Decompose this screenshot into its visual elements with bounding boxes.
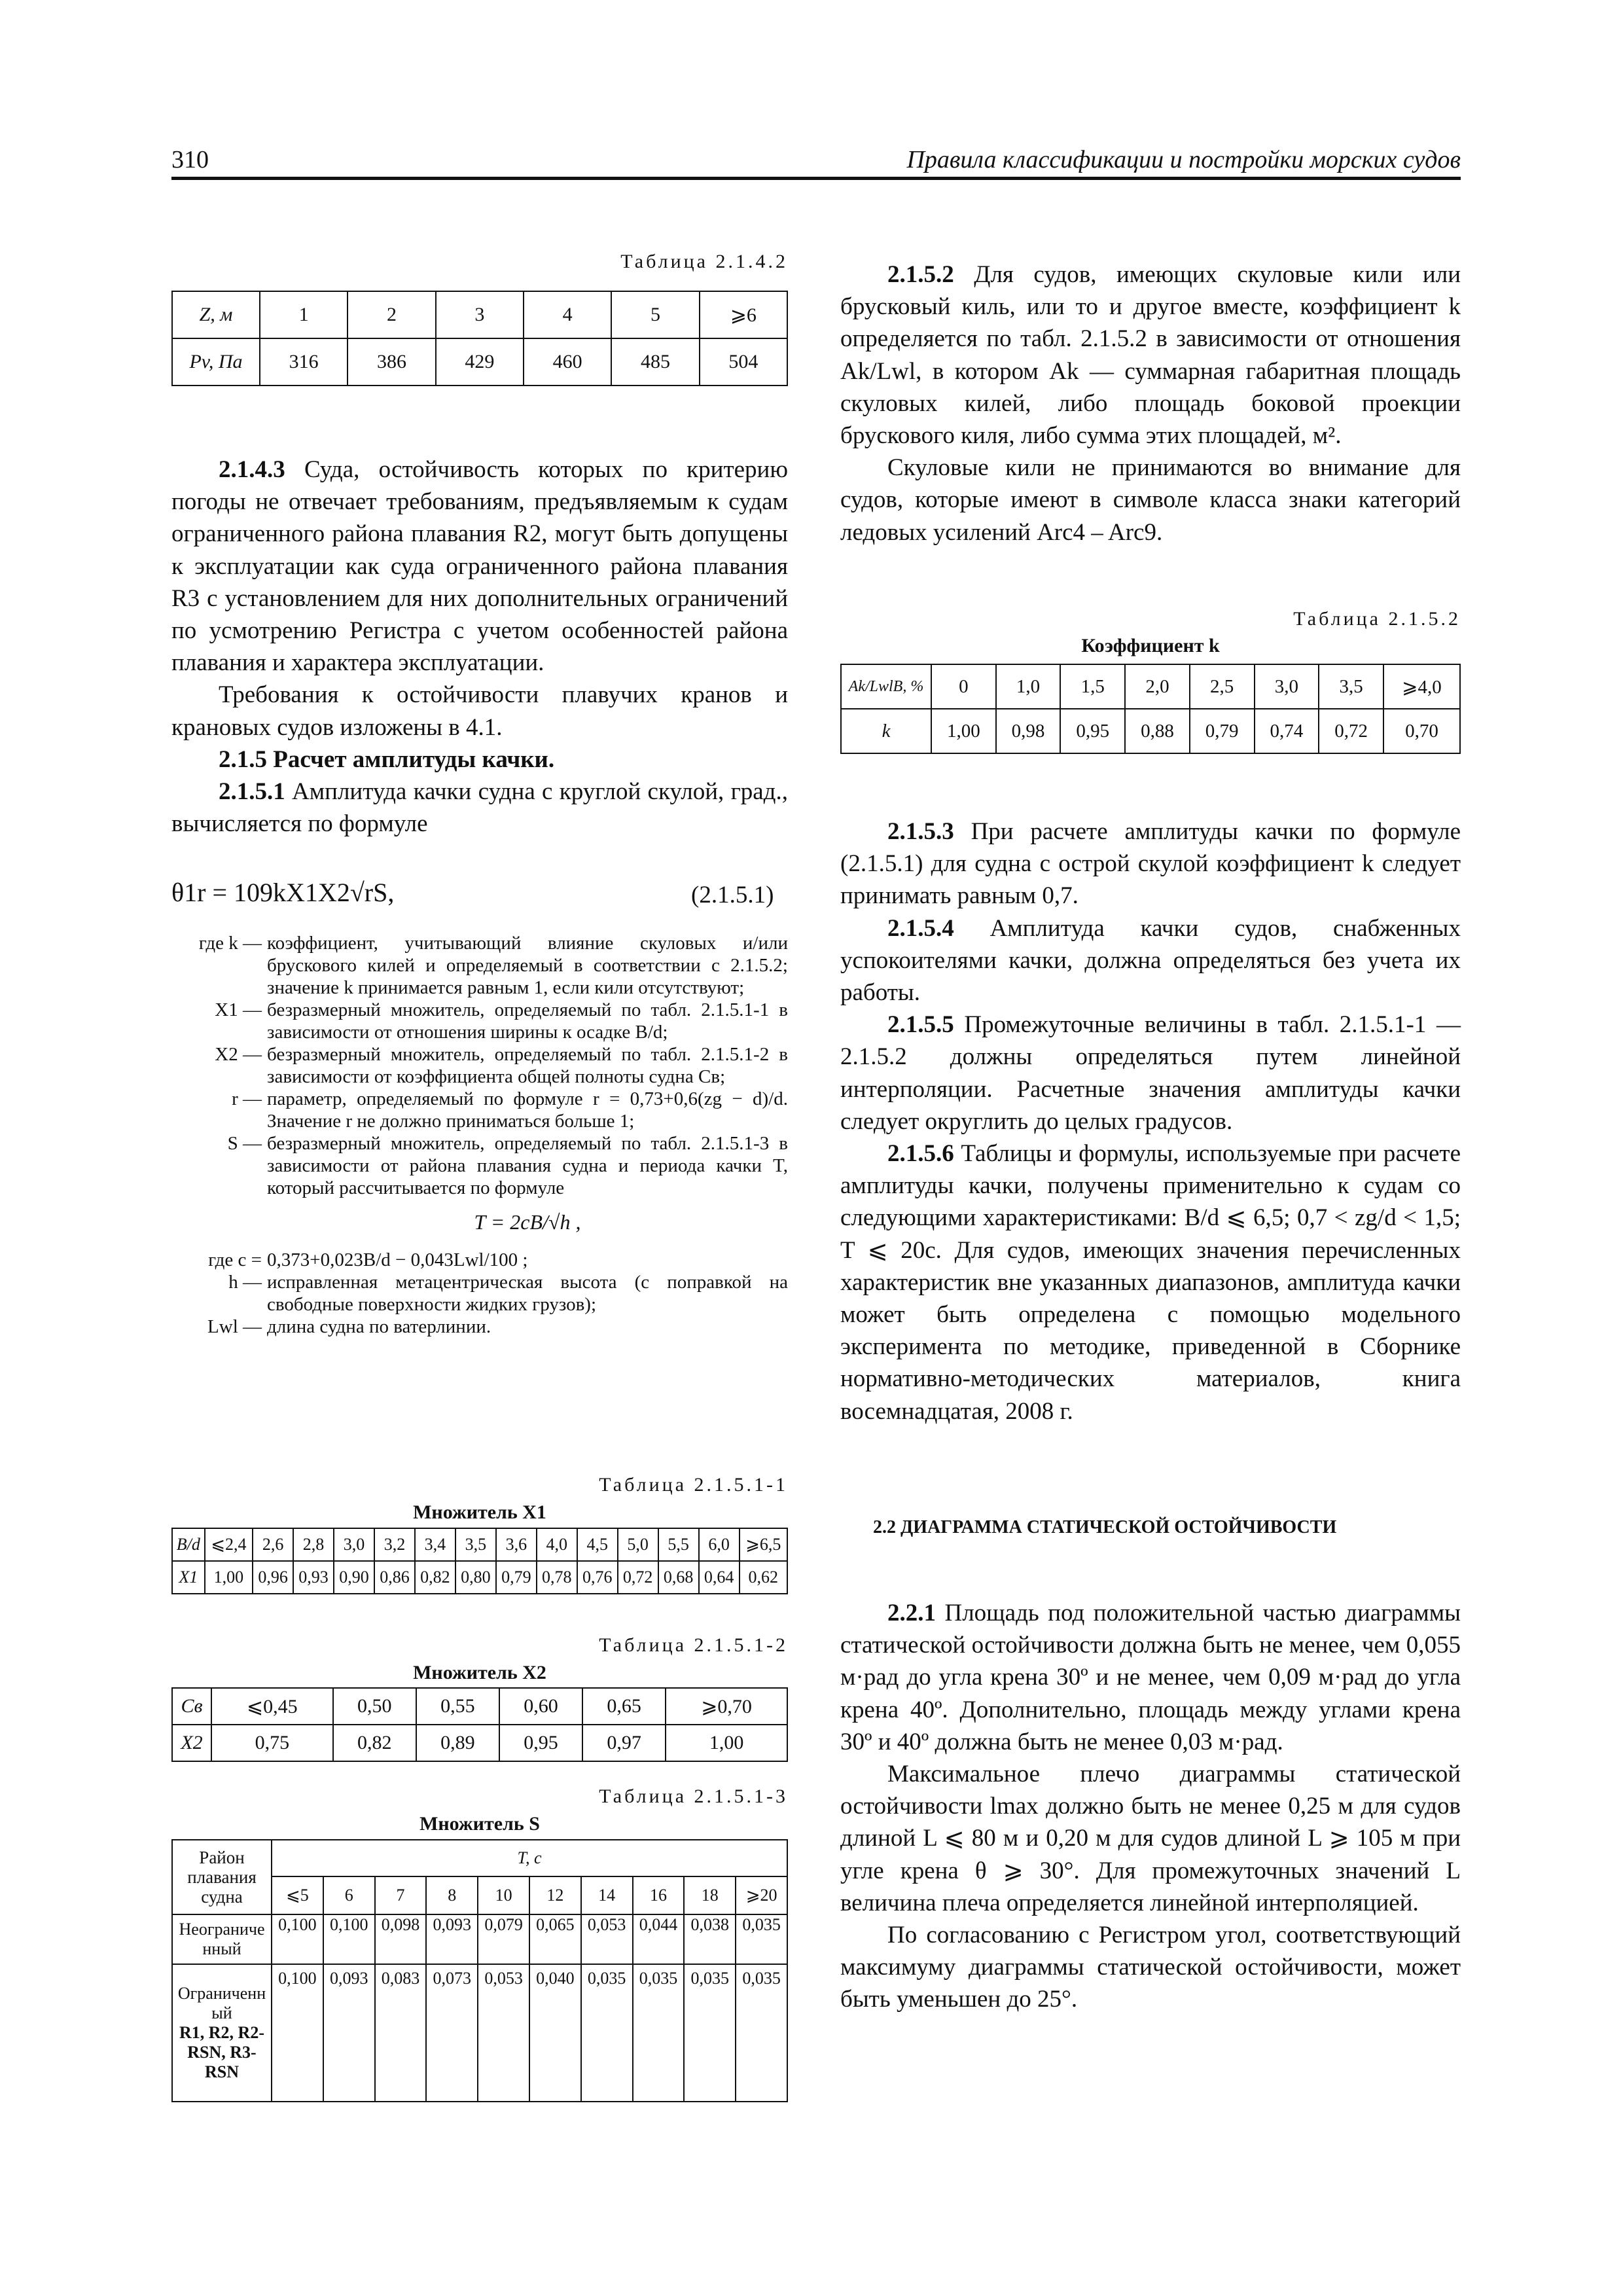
table-cell: 2,6 [253, 1528, 293, 1561]
definition-item: Lwl — длина судна по ватерлинии. [207, 1316, 491, 1337]
table-cell: 3,0 [334, 1528, 374, 1561]
table-cell: 0,035 [736, 1914, 787, 1964]
table-cell: 0 [931, 664, 996, 709]
table-title: Множитель S [419, 1813, 540, 1835]
table-cell: 504 [700, 338, 787, 386]
paragraph-2-1-5-5: 2.1.5.5 Промежуточные величины в табл. 2.1.5.1-1 — 2.1.5.2 должны определяться путем линейной интерполяции. Расчетные значения амплитуды качки следует округлить до целых градусов. [840, 1011, 1461, 1135]
formula-main: θ1r = 109kX1X2√rS, [171, 878, 395, 907]
table-cell: 0,65 [582, 1688, 666, 1725]
table-cell: 1,00 [931, 709, 996, 753]
table-cell: 0,93 [293, 1561, 334, 1594]
table-cell: ⩽2,4 [205, 1528, 253, 1561]
table-cell: 2 [348, 291, 435, 338]
table-cell: 0,065 [529, 1914, 581, 1964]
table-cell: 0,053 [478, 1964, 529, 2102]
table-cell: 0,50 [333, 1688, 416, 1725]
table-cell: 6 [323, 1876, 375, 1914]
paragraph-2-1-4-3: 2.1.4.3 Суда, остойчивость которых по критерию погоды не отвечает требованиям, предъявляемым к судам ограниченного района плавания R2, могут быть допущены к эксплуатации как суда ограниченного района плавания R3 с установлением для них дополнительных ограничений по усмотрению Регистра с учетом особенностей района плавания и характера эксплуатации. [171, 456, 788, 677]
table-header-t: T, c [272, 1840, 787, 1876]
table-cell: 10 [478, 1876, 529, 1914]
paragraph-ice: Скуловые кили не принимаются во внимание для судов, которые имеют в символе класса знаки категорий ледовых усилений Arc4 – Arc9. [840, 454, 1461, 546]
table-cell: 3,5 [455, 1528, 496, 1561]
table-cell: 0,040 [529, 1964, 581, 2102]
table-cell: 0,64 [699, 1561, 740, 1594]
table-caption: Таблица 2.1.5.1-1 [599, 1474, 788, 1496]
table-cell: 5,5 [658, 1528, 699, 1561]
section-heading-2-2: 2.2 ДИАГРАММА СТАТИЧЕСКОЙ ОСТОЙЧИВОСТИ [873, 1517, 1337, 1537]
right-body-bottom [840, 1597, 1461, 2016]
table-cell: 12 [529, 1876, 581, 1914]
table-cell: 0,093 [426, 1914, 478, 1964]
formula-period: T = 2cB/√h , [474, 1210, 581, 1234]
page-number: 310 [171, 146, 209, 173]
table-2-1-5-1-3 [171, 1839, 788, 2102]
table-cell: 4,0 [537, 1528, 577, 1561]
table-title: Коэффициент k [1081, 635, 1220, 656]
left-body [171, 454, 788, 840]
table-cell: 0,90 [334, 1561, 374, 1594]
table-cell: 0,80 [455, 1561, 496, 1594]
table-cell: ⩾20 [736, 1876, 787, 1914]
right-body-top [840, 259, 1461, 548]
table-caption: Таблица 2.1.5.1-3 [599, 1785, 788, 1807]
table-cell: 0,035 [633, 1964, 685, 2102]
table-title: Множитель X1 [413, 1501, 546, 1523]
definition-item: S — безразмерный множитель, определяемый по табл. 2.1.5.1-3 в зависимости от района плавания судна и периода качки T, который рассчитывается по формуле [227, 1133, 788, 1198]
paragraph-25-degrees: По согласованию с Регистром угол, соответствующий максимуму диаграммы статической остойчивости, может быть уменьшен до 25°. [840, 1922, 1461, 2013]
table-cell: 1 [260, 291, 348, 338]
table-cell: 0,95 [1060, 709, 1125, 753]
table-cell: 0,89 [416, 1725, 499, 1761]
table-cell: 1,00 [205, 1561, 253, 1594]
table-cell: 4 [524, 291, 611, 338]
heading-2-1-5: 2.1.5 Расчет амплитуды качки. [219, 745, 555, 773]
table-2-1-5-1-2 [171, 1687, 788, 1762]
table-row-label: B/d [172, 1528, 205, 1561]
table-cell: 16 [633, 1876, 685, 1914]
table-cell: 0,78 [537, 1561, 577, 1594]
table-row-label: Неограниченный [172, 1914, 272, 1964]
table-row-label: Cв [172, 1688, 211, 1725]
table-cell: 0,97 [582, 1725, 666, 1761]
table-cell: 0,093 [323, 1964, 375, 2102]
table-cell: 3,2 [374, 1528, 415, 1561]
row-label-areas: R1, R2, R2-RSN, R3-RSN [179, 2023, 264, 2081]
table-cell: 0,60 [499, 1688, 582, 1725]
table-cell: 3,0 [1255, 664, 1319, 709]
table-row-label: Ak/LwlB, % [841, 664, 931, 709]
definitions-list [171, 932, 788, 1338]
table-cell: 1,00 [666, 1725, 787, 1761]
table-header-area: Район плавания судна [172, 1840, 272, 1914]
table-row-label: Pv, Па [172, 338, 260, 386]
right-body-middle [840, 816, 1461, 1427]
table-cell: 3,6 [496, 1528, 537, 1561]
paragraph-2-1-5-6: 2.1.5.6 Таблицы и формулы, используемые при расчете амплитуды качки, получены применительно к судам со следующими характеристиками: B/d ⩽ 6,5; 0,7 < zg/d < 1,5; T ⩽ 20c. Для судов, имеющих значения перечисленных характеристик вне указанных диапазонов, амплитуда качки может быть определена с помощью модельного эксперимента по методике, приведенной в Сборнике нормативно-методических материалов, книга восемнадцатая, 2008 г. [840, 1140, 1461, 1425]
table-cell: 0,88 [1125, 709, 1190, 753]
table-cell: 5,0 [618, 1528, 658, 1561]
table-cell: ⩾0,70 [666, 1688, 787, 1725]
table-cell: ⩾6,5 [740, 1528, 787, 1561]
definition-item: r — параметр, определяемый по формуле r = 0,73+0,6(zg − d)/d. Значение r не должно приниматься больше 1; [232, 1088, 788, 1132]
table-row-label [172, 1964, 272, 2102]
table-cell: 0,035 [684, 1964, 736, 2102]
paragraph-2-1-5-3: 2.1.5.3 При расчете амплитуды качки по формуле (2.1.5.1) для судна с острой скулой коэффициент k следует принимать равным 0,7. [840, 818, 1461, 910]
table-cell: 0,96 [253, 1561, 293, 1594]
table-cell: 0,035 [581, 1964, 633, 2102]
table-cell: 0,098 [375, 1914, 427, 1964]
definition-item: X2 — безразмерный множитель, определяемый по табл. 2.1.5.1-2 в зависимости от коэффициента общей полноты судна Cв; [215, 1044, 788, 1087]
table-cell: 6,0 [699, 1528, 740, 1561]
table-2-1-5-2 [840, 664, 1461, 754]
paragraph-2-1-5-4: 2.1.5.4 Амплитуда качки судов, снабженных успокоителями качки, должна определяться без учета их работы. [840, 914, 1461, 1007]
table-cell: 18 [684, 1876, 736, 1914]
table-cell: 0,79 [496, 1561, 537, 1594]
row-label-limited: Ограниченный [177, 1984, 266, 2022]
paragraph-2-2-1: 2.2.1 Площадь под положительной частью диаграммы статической остойчивости должна быть не менее, чем 0,055 м·рад до угла крена 30º и не менее, чем 0,09 м·рад до угла крена 40º. Дополнительно, площадь между углами крена 30º и 40º должна быть не менее 0,03 м·рад. [840, 1600, 1461, 1755]
definition-item: X1 — безразмерный множитель, определяемый по табл. 2.1.5.1-1 в зависимости от отношения ширины к осадке B/d; [215, 999, 788, 1043]
table-cell: 0,62 [740, 1561, 787, 1594]
table-row-label: X2 [172, 1725, 211, 1761]
table-caption: Таблица 2.1.5.2 [1293, 608, 1461, 630]
table-cell: 0,75 [211, 1725, 333, 1761]
table-cell: 0,76 [577, 1561, 618, 1594]
table-cell: 429 [436, 338, 524, 386]
table-cell: 0,053 [581, 1914, 633, 1964]
table-caption: Таблица 2.1.5.1-2 [599, 1634, 788, 1656]
table-cell: 0,083 [375, 1964, 427, 2102]
definition-item: h — исправленная метацентрическая высота (с поправкой на свободные поверхности жидких грузов); [228, 1272, 788, 1315]
table-cell: 2,8 [293, 1528, 334, 1561]
definition-item: где k — коэффициент, учитывающий влияние скуловых и/или брускового килей и определяемый в соответствии с 2.1.5.2; значение k принимается равным 1, если кили отсутствуют; [198, 933, 788, 998]
table-cell: 1,0 [996, 664, 1061, 709]
table-cell: 2,5 [1190, 664, 1255, 709]
table-cell: 0,079 [478, 1914, 529, 1964]
table-cell: ⩽5 [272, 1876, 323, 1914]
table-2-1-5-1-1 [171, 1528, 788, 1594]
table-cell: 0,073 [426, 1964, 478, 2102]
table-cell: 386 [348, 338, 435, 386]
formula-number: (2.1.5.1) [691, 882, 774, 908]
table-cell: 0,035 [736, 1964, 787, 2102]
definition-item: где c = 0,373+0,023B/d − 0,043Lwl/100 ; [208, 1249, 528, 1270]
paragraph-cranes: Требования к остойчивости плавучих кранов и крановых судов изложены в 4.1. [171, 681, 788, 741]
table-cell: 0,68 [658, 1561, 699, 1594]
table-title: Множитель X2 [413, 1662, 546, 1683]
table-cell: 0,86 [374, 1561, 415, 1594]
paragraph-2-1-5-2: 2.1.5.2 Для судов, имеющих скуловые кили или брусковый киль, или то и другое вместе, коэффициент k определяется по табл. 2.1.5.2 в зависимости от отношения Ak/Lwl, в котором Ak — суммарная габаритная площадь скуловых килей, либо площадь боковой проекции брускового киля, либо сумма этих площадей, м². [840, 261, 1461, 450]
table-cell: 0,100 [272, 1964, 323, 2102]
table-cell: 0,79 [1190, 709, 1255, 753]
table-2-1-4-2 [171, 291, 788, 386]
table-cell: 0,100 [323, 1914, 375, 1964]
table-cell: 8 [426, 1876, 478, 1914]
table-cell: 14 [581, 1876, 633, 1914]
table-cell: 485 [611, 338, 699, 386]
table-row-label: Z, м [172, 291, 260, 338]
table-cell: 5 [611, 291, 699, 338]
table-cell: 0,100 [272, 1914, 323, 1964]
table-cell: 3 [436, 291, 524, 338]
table-cell: ⩾6 [700, 291, 787, 338]
table-cell: 316 [260, 338, 348, 386]
table-cell: 0,70 [1383, 709, 1460, 753]
table-cell: 460 [524, 338, 611, 386]
table-cell: ⩽0,45 [211, 1688, 333, 1725]
paragraph-2-1-5-1: 2.1.5.1 Амплитуда качки судна с круглой скулой, град., вычисляется по формуле [171, 778, 788, 838]
table-cell: 0,82 [415, 1561, 455, 1594]
table-row-label: k [841, 709, 931, 753]
table-cell: 7 [375, 1876, 427, 1914]
table-cell: 0,038 [684, 1914, 736, 1964]
table-cell: 0,74 [1255, 709, 1319, 753]
table-cell: 0,82 [333, 1725, 416, 1761]
running-title: Правила классификации и постройки морских судов [906, 146, 1461, 173]
header-rule [171, 177, 1461, 180]
table-cell: 3,4 [415, 1528, 455, 1561]
table-caption: Таблица 2.1.4.2 [620, 251, 788, 272]
paragraph-lmax: Максимальное плечо диаграммы статической остойчивости lmax должно быть не менее 0,25 м для судов длиной L ⩽ 80 м и 0,20 м для судов длиной L ⩾ 105 м при угле крена θ ⩾ 30°. Для промежуточных значений L величина плеча определяется линейной интерполяцией. [840, 1761, 1461, 1916]
table-cell: 0,72 [618, 1561, 658, 1594]
table-cell: ⩾4,0 [1383, 664, 1460, 709]
table-cell: 4,5 [577, 1528, 618, 1561]
table-row-label: X1 [172, 1561, 205, 1594]
table-cell: 0,95 [499, 1725, 582, 1761]
table-cell: 0,044 [633, 1914, 685, 1964]
table-cell: 3,5 [1319, 664, 1383, 709]
table-cell: 0,72 [1319, 709, 1383, 753]
table-cell: 0,55 [416, 1688, 499, 1725]
table-cell: 1,5 [1060, 664, 1125, 709]
table-cell: 2,0 [1125, 664, 1190, 709]
table-cell: 0,98 [996, 709, 1061, 753]
